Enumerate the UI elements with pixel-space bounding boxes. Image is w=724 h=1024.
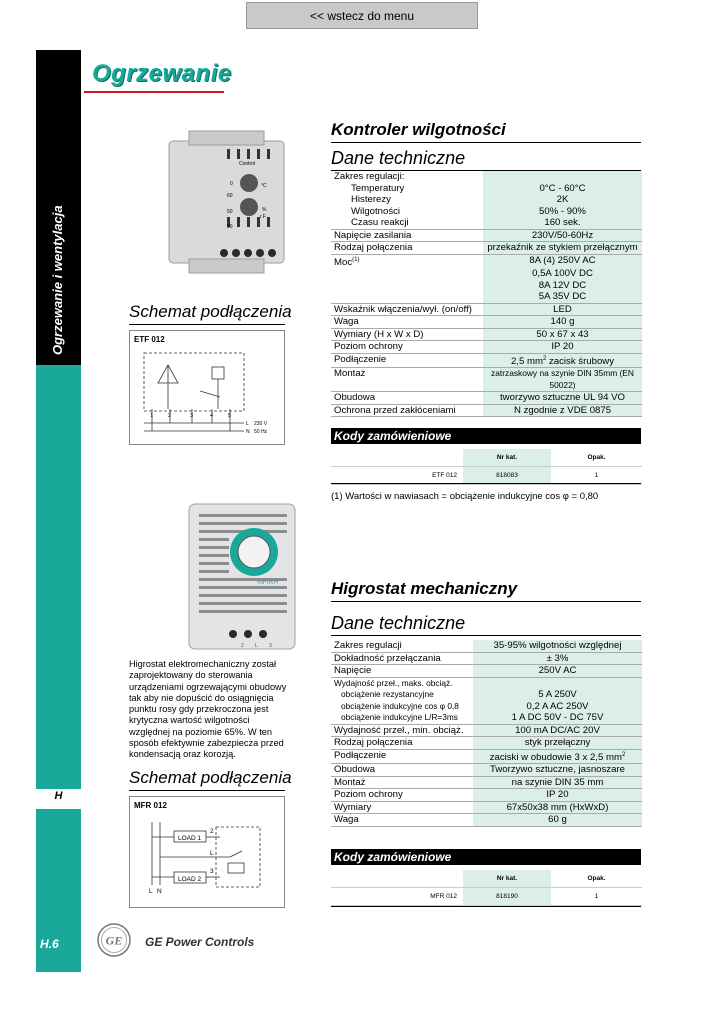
spec-label bbox=[331, 291, 483, 303]
spec-label: Rodzaj połączenia bbox=[331, 242, 483, 255]
order-col-header: Nr kat. bbox=[463, 870, 551, 888]
table-row bbox=[331, 467, 642, 485]
divider bbox=[331, 142, 641, 143]
ge-logo bbox=[97, 923, 131, 957]
spec-label: Zakres regulacji bbox=[331, 640, 473, 652]
spec-row bbox=[331, 291, 642, 303]
product2-description: Higrostat elektromechaniczny został zaprojektowany do sterowania urządzeniami ogrzewającymi obudowy tak aby nie dopuścić do osiągnięcia punktu rosy gdy przekroczona jest krytyczna wartość wilgotności względnej na poziomie 65%. W ten sposób efektywnie zabezpiecza przed kondensacją oraz korozją. bbox=[129, 659, 287, 760]
product1-device-label: Control bbox=[239, 161, 256, 167]
page-title: Ogrzewanie bbox=[92, 60, 232, 87]
product1-dial-label: r.F bbox=[260, 214, 266, 220]
spec-value: 1 A DC 50V - DC 75V bbox=[473, 712, 643, 724]
schema-terminal-number: 1 bbox=[150, 413, 154, 419]
spec-value: 140 g bbox=[483, 316, 643, 329]
spec-label: Montaż bbox=[331, 776, 473, 789]
order-col-header: Nr kat. bbox=[463, 449, 551, 467]
title-underline bbox=[84, 91, 224, 93]
spec-row bbox=[331, 814, 642, 827]
page-letter: H bbox=[54, 790, 63, 802]
schema-supply-label: L bbox=[246, 421, 249, 427]
product1-dial-label: 50 bbox=[227, 209, 233, 215]
spec-label: Podłączenie bbox=[331, 353, 483, 368]
ge-logo-text: GE bbox=[105, 933, 123, 948]
product1-schema-code: ETF 012 bbox=[134, 335, 165, 344]
spec-value: 230V/50-60Hz bbox=[483, 229, 643, 242]
product1-footnote: (1) Wartości w nawiasach = obciążenie indukcyjne cos φ = 0,80 bbox=[331, 491, 599, 502]
spec-label: Wymiary bbox=[331, 801, 473, 814]
spec-value: 0,2 A AC 250V bbox=[473, 701, 643, 713]
spec-row bbox=[331, 724, 642, 737]
spec-row bbox=[331, 665, 642, 678]
product1-order-table bbox=[331, 449, 642, 485]
spec-label: Wymiary (H x W x D) bbox=[331, 328, 483, 341]
spec-label: Poziom ochrony bbox=[331, 789, 473, 802]
spec-value: 67x50x38 mm (HxWxD) bbox=[473, 801, 643, 814]
schema-supply-label: N bbox=[246, 429, 250, 435]
product2-order-header: Kody zamówieniowe bbox=[331, 849, 641, 865]
spec-row bbox=[331, 689, 642, 701]
product1-order-header: Kody zamówieniowe bbox=[331, 428, 641, 444]
order-model: ETF 012 bbox=[331, 467, 463, 485]
spec-label: Czasu reakcji bbox=[331, 217, 483, 229]
spec-value: 35-95% wilgotności względnej bbox=[473, 640, 643, 652]
product1-dial-label: % bbox=[262, 207, 267, 213]
spec-label: obciążenie rezystancyjne bbox=[341, 689, 434, 699]
spec-value: tworzywo sztuczne UL 94 VO bbox=[483, 392, 643, 405]
spec-row bbox=[331, 652, 642, 665]
spec-row bbox=[331, 712, 642, 724]
spec-label: obciążenie indukcyjne cos φ 0,8 bbox=[341, 700, 459, 711]
spec-value: 0°C - 60°C bbox=[483, 183, 643, 195]
spec-row bbox=[331, 303, 642, 316]
spec-value: 5A 35V DC bbox=[483, 291, 643, 303]
schema-load-label: LOAD 1 bbox=[178, 835, 202, 842]
divider bbox=[331, 601, 641, 602]
spec-label: Dokładność przełączania bbox=[331, 652, 473, 665]
spec-label: Obudowa bbox=[331, 392, 483, 405]
divider bbox=[129, 790, 285, 791]
spec-row bbox=[331, 280, 642, 292]
spec-value: 50% - 90% bbox=[483, 206, 643, 218]
spec-row bbox=[331, 328, 642, 341]
product1-spec-table bbox=[331, 171, 642, 417]
spec-value: IP 20 bbox=[483, 341, 643, 354]
spec-value: zatrzaskowy na szynie DIN 35mm (EN 50022) bbox=[483, 368, 643, 392]
spec-row bbox=[331, 229, 642, 242]
product1-name: Kontroler wilgotności bbox=[331, 120, 506, 139]
spec-value: 100 mA DC/AC 20V bbox=[473, 724, 643, 737]
product2-wiring-diagram bbox=[129, 796, 285, 908]
product1-dial-label: 90 bbox=[227, 224, 233, 230]
spec-label: Wilgotności bbox=[351, 205, 401, 217]
schema-terminal-number: 5 bbox=[228, 413, 232, 419]
schema-pin-label: L bbox=[149, 888, 153, 895]
spec-value: na szynie DIN 35 mm bbox=[473, 776, 643, 789]
back-to-menu-button[interactable]: << wstecz do menu bbox=[246, 2, 478, 29]
product1-dial-label: 0 bbox=[230, 181, 233, 187]
schema-pin-label: N bbox=[157, 888, 162, 895]
spec-row bbox=[331, 341, 642, 354]
product2-terminal-label: 3 bbox=[269, 643, 272, 649]
product2-schema-title: Schemat podłączenia bbox=[129, 768, 292, 787]
spec-label: Waga bbox=[331, 814, 473, 827]
spec-value: 160 sek. bbox=[483, 217, 643, 229]
schema-pin-label: L bbox=[210, 850, 214, 857]
spec-label: Wydajność przeł., min. obciąż. bbox=[331, 724, 473, 737]
spec-row bbox=[331, 194, 642, 206]
spec-label: Wskaźnik włączenia/wył. (on/off) bbox=[331, 303, 483, 316]
spec-label: Zakres regulacji: bbox=[334, 171, 405, 182]
divider bbox=[331, 906, 641, 907]
spec-row bbox=[331, 183, 642, 195]
product2-spec-title: Dane techniczne bbox=[331, 613, 466, 633]
spec-row bbox=[331, 268, 642, 280]
spec-value: Tworzywo sztuczne, jasnoszare bbox=[473, 764, 643, 777]
order-pack: 1 bbox=[551, 888, 642, 906]
spec-value bbox=[483, 171, 643, 183]
schema-pin-label: 3 bbox=[210, 868, 214, 875]
spec-row bbox=[331, 206, 642, 218]
spec-label: Wydajność przeł., maks. obciąż. bbox=[334, 677, 453, 688]
spec-label bbox=[331, 268, 483, 280]
spec-label: Poziom ochrony bbox=[331, 341, 483, 354]
product1-spec-title: Dane techniczne bbox=[331, 148, 466, 168]
product2-terminal-label: L bbox=[255, 643, 258, 649]
divider bbox=[331, 635, 641, 636]
spec-label: Napięcie bbox=[331, 665, 473, 678]
spec-row bbox=[331, 254, 642, 268]
spec-row bbox=[331, 368, 642, 392]
page-number: H.6 bbox=[40, 937, 59, 951]
spec-value: LED bbox=[483, 303, 643, 316]
spec-row bbox=[331, 749, 642, 764]
order-col-header: Opak. bbox=[551, 449, 642, 467]
schema-supply-label: 230 V bbox=[254, 421, 268, 427]
spec-row bbox=[331, 392, 642, 405]
spec-value: 2K bbox=[483, 194, 643, 206]
spec-row bbox=[331, 242, 642, 255]
product1-dial-label: 60 bbox=[227, 193, 233, 199]
spec-row bbox=[331, 789, 642, 802]
product1-image bbox=[129, 121, 299, 286]
product1-wiring-diagram bbox=[129, 330, 285, 445]
order-model: MFR 012 bbox=[331, 888, 463, 906]
spec-value: 8A (4) 250V AC bbox=[483, 254, 643, 268]
table-row bbox=[331, 888, 642, 906]
spec-label: Moc$^{(1)}$ bbox=[334, 256, 360, 268]
product2-schema-code: MFR 012 bbox=[134, 801, 167, 810]
spec-label: Ochrona przed zakłóceniami bbox=[331, 404, 483, 417]
spec-label: Obudowa bbox=[331, 764, 473, 777]
schema-load-label: LOAD 2 bbox=[178, 876, 202, 883]
product2-device-label: %F/RH bbox=[257, 579, 278, 586]
product1-schema-title: Schemat podłączenia bbox=[129, 302, 292, 321]
order-code: 818190 bbox=[463, 888, 551, 906]
spec-row bbox=[331, 801, 642, 814]
spec-value bbox=[473, 677, 643, 689]
spec-row bbox=[331, 217, 642, 229]
spec-value: przekaźnik ze stykiem przełącznym bbox=[483, 242, 643, 255]
spec-value: N zgodnie z VDE 0875 bbox=[483, 404, 643, 417]
product2-spec-table bbox=[331, 640, 642, 827]
spec-value: styk przełączny bbox=[473, 737, 643, 750]
sidebar-teal-band bbox=[36, 365, 81, 972]
spec-label: obciążenie indukcyjne L/R=3ms bbox=[331, 712, 473, 724]
spec-row bbox=[331, 737, 642, 750]
spec-value: 0,5A 100V DC bbox=[483, 268, 643, 280]
spec-label bbox=[331, 280, 483, 292]
product2-image bbox=[129, 492, 299, 652]
spec-row bbox=[331, 764, 642, 777]
schema-terminal-number: 4 bbox=[210, 413, 214, 419]
spec-row bbox=[331, 404, 642, 417]
spec-row bbox=[331, 776, 642, 789]
spec-value: ± 3% bbox=[473, 652, 643, 665]
spec-label: Temperatury bbox=[351, 182, 405, 194]
spec-value: 50 x 67 x 43 bbox=[483, 328, 643, 341]
schema-terminal-number: 3 bbox=[190, 413, 194, 419]
spec-row bbox=[331, 353, 642, 368]
schema-supply-label: 50 Hz bbox=[254, 429, 268, 435]
spec-value: 5 A 250V bbox=[473, 689, 643, 701]
spec-value: 2,5 $mm^2$ zacisk śrubowy bbox=[483, 353, 643, 368]
spec-label: Podłączenie bbox=[331, 749, 473, 764]
spec-label: Montaż bbox=[331, 368, 483, 392]
divider bbox=[331, 483, 641, 484]
order-col-header: Opak. bbox=[551, 870, 642, 888]
spec-row bbox=[331, 701, 642, 713]
spec-value: 250V AC bbox=[473, 665, 643, 678]
schema-terminal-number: 2 bbox=[168, 413, 172, 419]
brand-name: GE Power Controls bbox=[145, 935, 255, 949]
product2-order-table bbox=[331, 870, 642, 906]
order-pack: 1 bbox=[551, 467, 642, 485]
product1-dial-label: °C bbox=[261, 183, 267, 189]
spec-value: 60 g bbox=[473, 814, 643, 827]
spec-row bbox=[331, 171, 642, 183]
spec-value: IP 20 bbox=[473, 789, 643, 802]
product2-name: Higrostat mechaniczny bbox=[331, 579, 518, 598]
schema-pin-label: 2 bbox=[210, 828, 214, 835]
spec-label: Waga bbox=[331, 316, 483, 329]
order-code: 818083 bbox=[463, 467, 551, 485]
spec-row bbox=[331, 640, 642, 652]
divider bbox=[129, 324, 285, 325]
spec-value: zaciski w obudowie 3 x 2,5 $mm^2$ bbox=[473, 749, 643, 764]
spec-label: Napięcie zasilania bbox=[331, 229, 483, 242]
spec-value: 8A 12V DC bbox=[483, 280, 643, 292]
spec-row bbox=[331, 677, 642, 689]
product2-terminal-label: 2 bbox=[241, 643, 244, 649]
spec-label: Histerezy bbox=[351, 194, 391, 205]
spec-row bbox=[331, 316, 642, 329]
spec-label: Rodzaj połączenia bbox=[331, 737, 473, 750]
